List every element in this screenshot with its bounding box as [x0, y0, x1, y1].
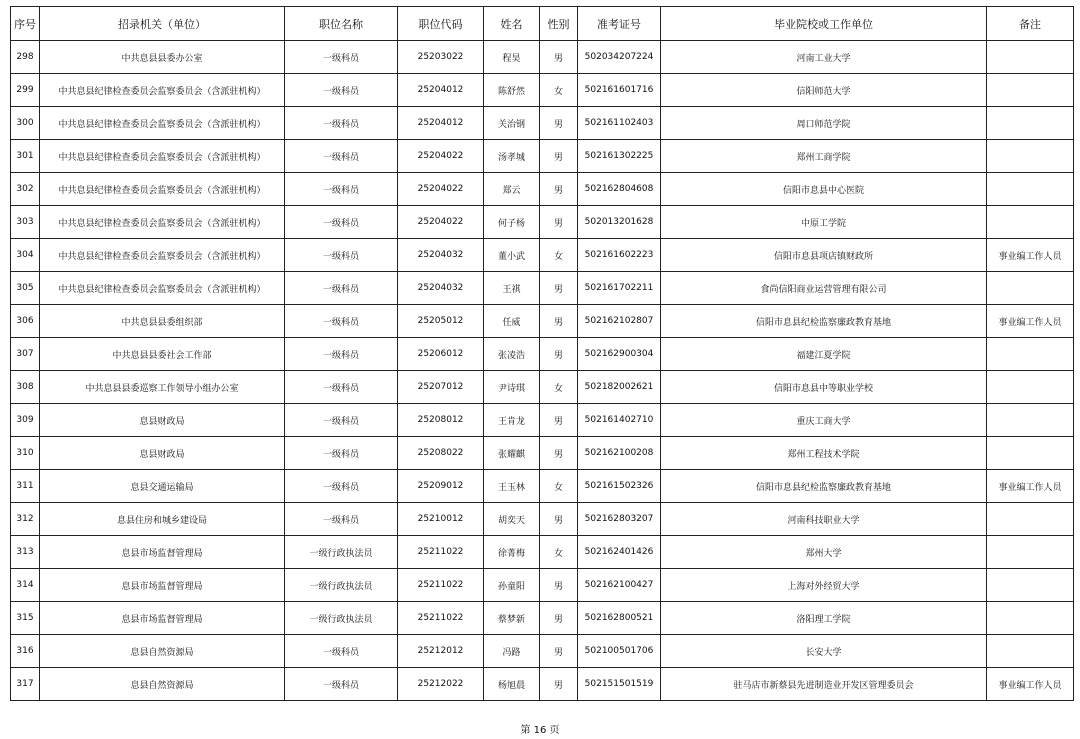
note-cell — [987, 173, 1074, 206]
position-cell: 一级科员 — [285, 371, 398, 404]
org-cell: 息县自然资源局 — [40, 668, 285, 701]
header-cell-gender: 性别 — [540, 7, 578, 41]
name-cell: 陈舒然 — [484, 74, 540, 107]
table-row — [11, 404, 1074, 437]
gender-cell: 男 — [540, 338, 578, 371]
code-cell: 25209012 — [398, 470, 484, 503]
exam-id-cell: 502162800521 — [578, 602, 661, 635]
org-cell: 息县住房和城乡建设局 — [40, 503, 285, 536]
position-cell: 一级行政执法员 — [285, 536, 398, 569]
gender-cell: 男 — [540, 404, 578, 437]
position-cell: 一级科员 — [285, 404, 398, 437]
gender-cell: 女 — [540, 371, 578, 404]
school-cell: 郑州工程技术学院 — [661, 437, 987, 470]
name-cell: 冯路 — [484, 635, 540, 668]
header-cell-note: 备注 — [987, 7, 1074, 41]
code-cell: 25211022 — [398, 536, 484, 569]
gender-cell: 男 — [540, 602, 578, 635]
note-cell — [987, 404, 1074, 437]
org-cell: 息县市场监督管理局 — [40, 569, 285, 602]
school-cell: 驻马店市新蔡县先进制造业开发区管理委员会 — [661, 668, 987, 701]
page-number: 第 16 页 — [520, 725, 560, 736]
header-cell-name: 姓名 — [484, 7, 540, 41]
seq-cell: 306 — [11, 305, 40, 338]
school-cell: 洛阳理工学院 — [661, 602, 987, 635]
school-cell: 中原工学院 — [661, 206, 987, 239]
exam-id-cell: 502161601716 — [578, 74, 661, 107]
org-cell: 中共息县纪律检查委员会监察委员会（含派驻机构） — [40, 206, 285, 239]
org-cell: 中共息县纪律检查委员会监察委员会（含派驻机构） — [40, 107, 285, 140]
seq-cell: 305 — [11, 272, 40, 305]
exam-id-cell: 502161102403 — [578, 107, 661, 140]
gender-cell: 男 — [540, 305, 578, 338]
seq-cell: 308 — [11, 371, 40, 404]
org-cell: 中共息县纪律检查委员会监察委员会（含派驻机构） — [40, 74, 285, 107]
name-cell: 胡奕天 — [484, 503, 540, 536]
seq-cell: 313 — [11, 536, 40, 569]
org-cell: 息县市场监督管理局 — [40, 602, 285, 635]
name-cell: 杨旭晨 — [484, 668, 540, 701]
name-cell: 郑云 — [484, 173, 540, 206]
position-cell: 一级科员 — [285, 41, 398, 74]
school-cell: 食尚信阳商业运营管理有限公司 — [661, 272, 987, 305]
exam-id-cell: 502161702211 — [578, 272, 661, 305]
org-cell: 息县交通运输局 — [40, 470, 285, 503]
code-cell: 25208012 — [398, 404, 484, 437]
code-cell: 25204022 — [398, 140, 484, 173]
org-cell: 息县自然资源局 — [40, 635, 285, 668]
position-cell: 一级科员 — [285, 74, 398, 107]
gender-cell: 男 — [540, 107, 578, 140]
code-cell: 25204022 — [398, 206, 484, 239]
org-cell: 中共息县县委社会工作部 — [40, 338, 285, 371]
school-cell: 重庆工商大学 — [661, 404, 987, 437]
table-row — [11, 173, 1074, 206]
table-row — [11, 140, 1074, 173]
table-row — [11, 536, 1074, 569]
note-cell — [987, 503, 1074, 536]
org-cell: 息县财政局 — [40, 404, 285, 437]
name-cell: 何子杨 — [484, 206, 540, 239]
exam-id-cell: 502162100208 — [578, 437, 661, 470]
note-cell — [987, 74, 1074, 107]
org-cell: 中共息县县委巡察工作领导小组办公室 — [40, 371, 285, 404]
seq-cell: 316 — [11, 635, 40, 668]
position-cell: 一级行政执法员 — [285, 569, 398, 602]
exam-id-cell: 502162804608 — [578, 173, 661, 206]
position-cell: 一级科员 — [285, 470, 398, 503]
table-row — [11, 107, 1074, 140]
org-cell: 中共息县纪律检查委员会监察委员会（含派驻机构） — [40, 272, 285, 305]
position-cell: 一级科员 — [285, 437, 398, 470]
table-row — [11, 206, 1074, 239]
header-cell-position: 职位名称 — [285, 7, 398, 41]
note-cell — [987, 371, 1074, 404]
note-cell — [987, 41, 1074, 74]
name-cell: 王肯龙 — [484, 404, 540, 437]
code-cell: 25204032 — [398, 272, 484, 305]
gender-cell: 女 — [540, 470, 578, 503]
header-cell-org: 招录机关（单位） — [40, 7, 285, 41]
school-cell: 郑州大学 — [661, 536, 987, 569]
note-cell — [987, 536, 1074, 569]
code-cell: 25211022 — [398, 602, 484, 635]
note-cell: 事业编工作人员 — [987, 239, 1074, 272]
org-cell: 中共息县县委组织部 — [40, 305, 285, 338]
seq-cell: 314 — [11, 569, 40, 602]
note-cell — [987, 272, 1074, 305]
org-cell: 中共息县纪律检查委员会监察委员会（含派驻机构） — [40, 173, 285, 206]
name-cell: 汤孝城 — [484, 140, 540, 173]
code-cell: 25204012 — [398, 107, 484, 140]
gender-cell: 男 — [540, 503, 578, 536]
seq-cell: 298 — [11, 41, 40, 74]
table-row — [11, 569, 1074, 602]
exam-id-cell: 502162401426 — [578, 536, 661, 569]
name-cell: 程昊 — [484, 41, 540, 74]
school-cell: 信阳市息县项店镇财政所 — [661, 239, 987, 272]
position-cell: 一级科员 — [285, 173, 398, 206]
school-cell: 周口师范学院 — [661, 107, 987, 140]
name-cell: 董小武 — [484, 239, 540, 272]
exam-id-cell: 502034207224 — [578, 41, 661, 74]
note-cell — [987, 437, 1074, 470]
gender-cell: 女 — [540, 74, 578, 107]
exam-id-cell: 502162100427 — [578, 569, 661, 602]
exam-id-cell: 502162102807 — [578, 305, 661, 338]
gender-cell: 男 — [540, 635, 578, 668]
gender-cell: 男 — [540, 437, 578, 470]
gender-cell: 女 — [540, 536, 578, 569]
seq-cell: 301 — [11, 140, 40, 173]
note-cell: 事业编工作人员 — [987, 470, 1074, 503]
seq-cell: 312 — [11, 503, 40, 536]
name-cell: 任威 — [484, 305, 540, 338]
code-cell: 25212012 — [398, 635, 484, 668]
gender-cell: 男 — [540, 206, 578, 239]
exam-id-cell: 502151501519 — [578, 668, 661, 701]
code-cell: 25211022 — [398, 569, 484, 602]
note-cell — [987, 602, 1074, 635]
gender-cell: 男 — [540, 668, 578, 701]
header-cell-exam-id: 准考证号 — [578, 7, 661, 41]
school-cell: 郑州工商学院 — [661, 140, 987, 173]
gender-cell: 男 — [540, 140, 578, 173]
code-cell: 25205012 — [398, 305, 484, 338]
table-row — [11, 371, 1074, 404]
name-cell: 孙童阳 — [484, 569, 540, 602]
name-cell: 张凌浩 — [484, 338, 540, 371]
org-cell: 息县财政局 — [40, 437, 285, 470]
seq-cell: 307 — [11, 338, 40, 371]
code-cell: 25206012 — [398, 338, 484, 371]
header-cell-code: 职位代码 — [398, 7, 484, 41]
exam-id-cell: 502161502326 — [578, 470, 661, 503]
name-cell: 蔡梦新 — [484, 602, 540, 635]
seq-cell: 303 — [11, 206, 40, 239]
table-row — [11, 470, 1074, 503]
seq-cell: 304 — [11, 239, 40, 272]
exam-id-cell: 502161602223 — [578, 239, 661, 272]
table-row — [11, 41, 1074, 74]
school-cell: 信阳市息县纪检监察廉政教育基地 — [661, 470, 987, 503]
gender-cell: 男 — [540, 41, 578, 74]
school-cell: 河南工业大学 — [661, 41, 987, 74]
position-cell: 一级行政执法员 — [285, 602, 398, 635]
gender-cell: 女 — [540, 239, 578, 272]
position-cell: 一级科员 — [285, 239, 398, 272]
school-cell: 福建江夏学院 — [661, 338, 987, 371]
name-cell: 张耀麒 — [484, 437, 540, 470]
seq-cell: 310 — [11, 437, 40, 470]
org-cell: 中共息县纪律检查委员会监察委员会（含派驻机构） — [40, 140, 285, 173]
name-cell: 王玉林 — [484, 470, 540, 503]
exam-id-cell: 502161302225 — [578, 140, 661, 173]
table-row — [11, 74, 1074, 107]
note-cell — [987, 140, 1074, 173]
exam-id-cell: 502162803207 — [578, 503, 661, 536]
code-cell: 25210012 — [398, 503, 484, 536]
note-cell — [987, 206, 1074, 239]
note-cell — [987, 635, 1074, 668]
code-cell: 25212022 — [398, 668, 484, 701]
gender-cell: 男 — [540, 173, 578, 206]
table-row — [11, 503, 1074, 536]
header-cell-school: 毕业院校或工作单位 — [661, 7, 987, 41]
name-cell: 徐菁梅 — [484, 536, 540, 569]
seq-cell: 300 — [11, 107, 40, 140]
position-cell: 一级科员 — [285, 107, 398, 140]
name-cell: 关治钢 — [484, 107, 540, 140]
school-cell: 信阳市息县中等职业学校 — [661, 371, 987, 404]
note-cell: 事业编工作人员 — [987, 668, 1074, 701]
position-cell: 一级科员 — [285, 338, 398, 371]
position-cell: 一级科员 — [285, 140, 398, 173]
roster-table — [10, 6, 1074, 701]
table-row — [11, 668, 1074, 701]
code-cell: 25204032 — [398, 239, 484, 272]
school-cell: 信阳师范大学 — [661, 74, 987, 107]
note-cell — [987, 338, 1074, 371]
table-row — [11, 437, 1074, 470]
name-cell: 尹诗琪 — [484, 371, 540, 404]
position-cell: 一级科员 — [285, 635, 398, 668]
gender-cell: 男 — [540, 272, 578, 305]
code-cell: 25204012 — [398, 74, 484, 107]
note-cell — [987, 569, 1074, 602]
table-row — [11, 602, 1074, 635]
exam-id-cell: 502162900304 — [578, 338, 661, 371]
exam-id-cell: 502161402710 — [578, 404, 661, 437]
school-cell: 信阳市息县中心医院 — [661, 173, 987, 206]
org-cell: 中共息县纪律检查委员会监察委员会（含派驻机构） — [40, 239, 285, 272]
table-row — [11, 338, 1074, 371]
exam-id-cell: 502013201628 — [578, 206, 661, 239]
school-cell: 上海对外经贸大学 — [661, 569, 987, 602]
table-header-row — [11, 7, 1074, 41]
note-cell: 事业编工作人员 — [987, 305, 1074, 338]
seq-cell: 311 — [11, 470, 40, 503]
position-cell: 一级科员 — [285, 272, 398, 305]
table-row — [11, 239, 1074, 272]
position-cell: 一级科员 — [285, 305, 398, 338]
position-cell: 一级科员 — [285, 206, 398, 239]
table-body — [11, 41, 1074, 701]
table-row — [11, 272, 1074, 305]
seq-cell: 299 — [11, 74, 40, 107]
code-cell: 25207012 — [398, 371, 484, 404]
code-cell: 25208022 — [398, 437, 484, 470]
code-cell: 25204022 — [398, 173, 484, 206]
school-cell: 信阳市息县纪检监察廉政教育基地 — [661, 305, 987, 338]
exam-id-cell: 502100501706 — [578, 635, 661, 668]
table-row — [11, 635, 1074, 668]
seq-cell: 315 — [11, 602, 40, 635]
name-cell: 王祺 — [484, 272, 540, 305]
school-cell: 河南科技职业大学 — [661, 503, 987, 536]
exam-id-cell: 502182002621 — [578, 371, 661, 404]
gender-cell: 男 — [540, 569, 578, 602]
seq-cell: 302 — [11, 173, 40, 206]
position-cell: 一级科员 — [285, 668, 398, 701]
table-row — [11, 305, 1074, 338]
seq-cell: 317 — [11, 668, 40, 701]
school-cell: 长安大学 — [661, 635, 987, 668]
org-cell: 息县市场监督管理局 — [40, 536, 285, 569]
org-cell: 中共息县县委办公室 — [40, 41, 285, 74]
position-cell: 一级科员 — [285, 503, 398, 536]
note-cell — [987, 107, 1074, 140]
code-cell: 25203022 — [398, 41, 484, 74]
seq-cell: 309 — [11, 404, 40, 437]
header-cell-seq: 序号 — [11, 7, 40, 41]
